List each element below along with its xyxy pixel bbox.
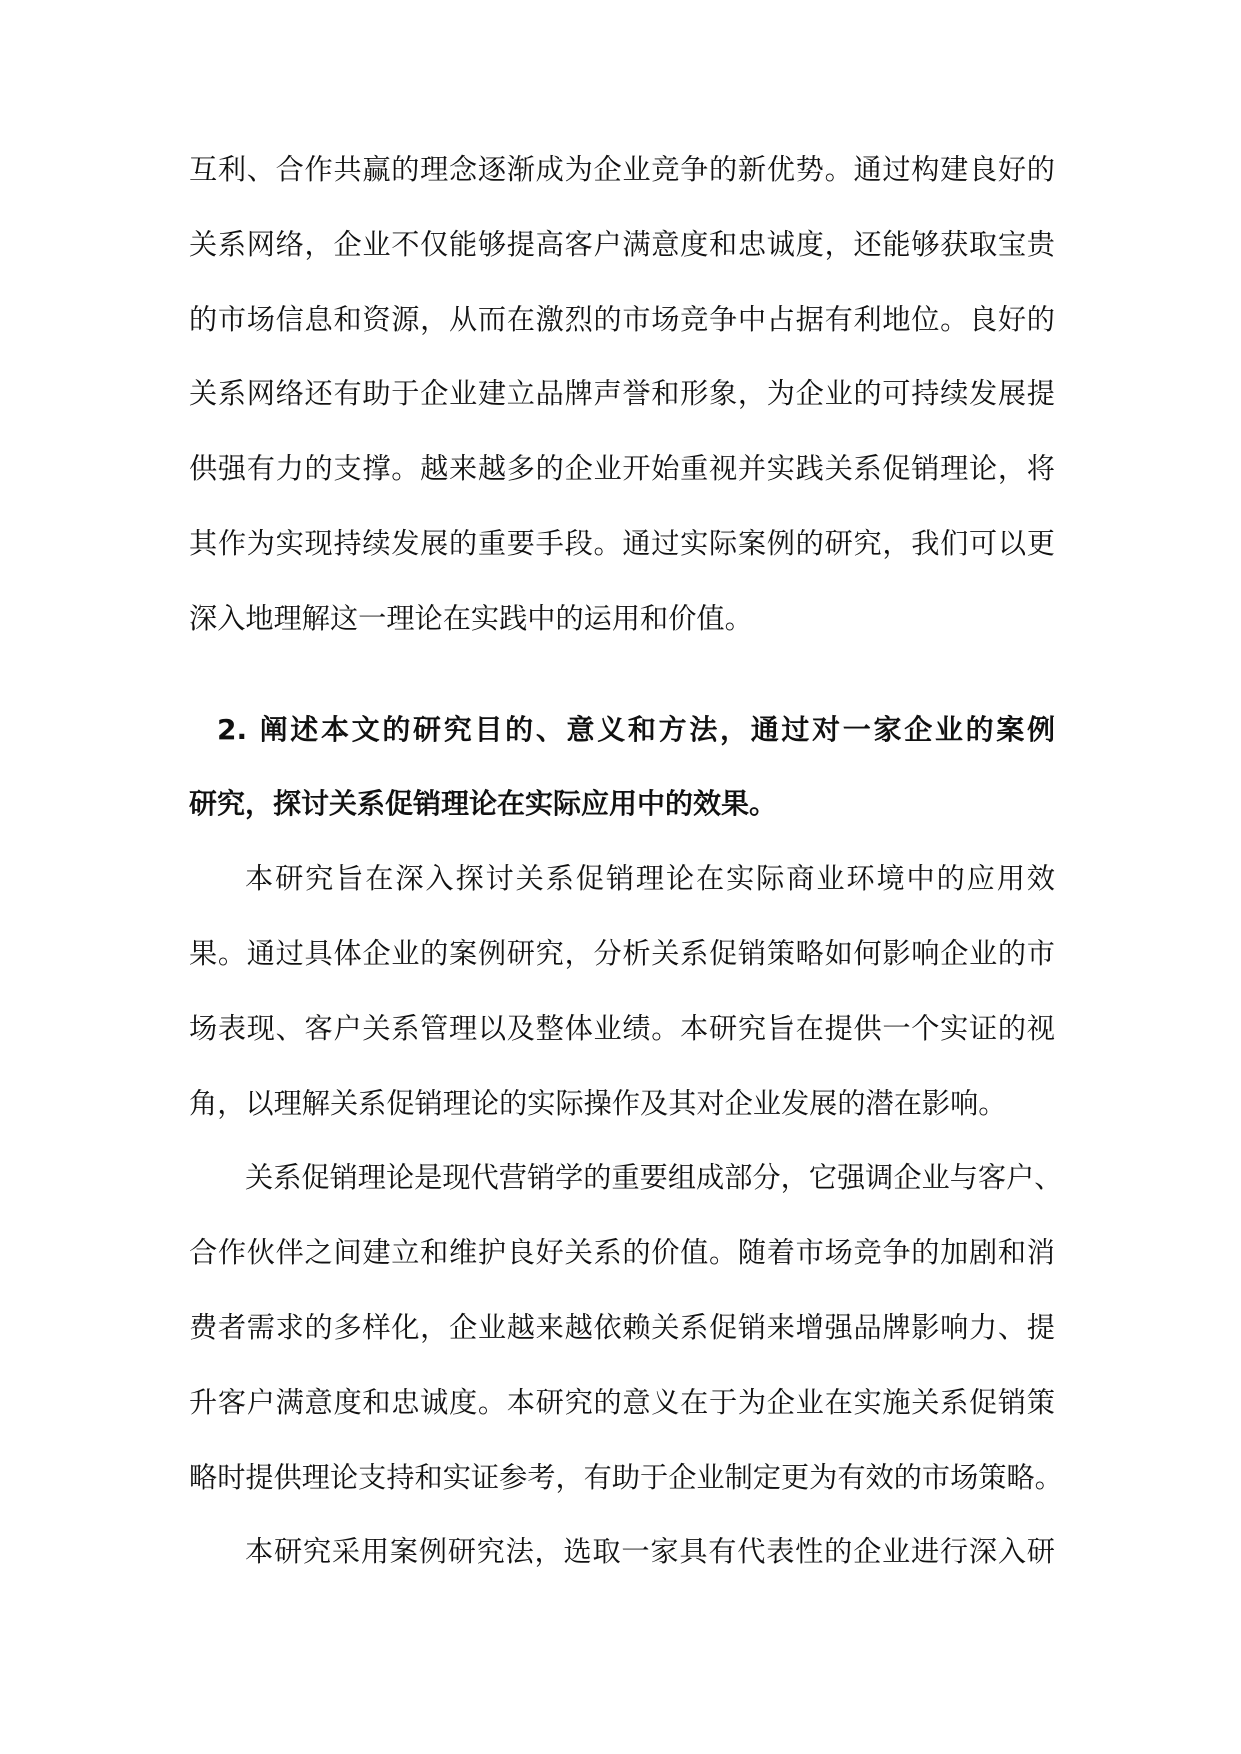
text-line: 供强有力的支撑。越来越多的企业开始重视并实践关系促销理论，将 (189, 452, 1055, 486)
section-heading (189, 693, 1055, 843)
text-line: 角，以理解关系促销理论的实际操作及其对企业发展的潜在影响。 (189, 1086, 1007, 1120)
text-line: 场表现、客户关系管理以及整体业绩。本研究旨在提供一个实证的视 (189, 1011, 1055, 1045)
body-paragraph-method (189, 1515, 1055, 1590)
heading-line: 2. 阐述本文的研究目的、意义和方法，通过对一家企业的案例 (217, 712, 1055, 746)
text-line: 关系网络还有助于企业建立品牌声誉和形象，为企业的可持续发展提 (189, 377, 1055, 411)
text-line: 的市场信息和资源，从而在激烈的市场竞争中占据有利地位。良好的 (189, 302, 1055, 336)
text-line: 深入地理解这一理论在实践中的运用和价值。 (189, 601, 753, 635)
text-line: 略时提供理论支持和实证参考，有助于企业制定更为有效的市场策略。 (189, 1460, 1063, 1494)
body-paragraph-purpose (189, 842, 1055, 1141)
text-line: 升客户满意度和忠诚度。本研究的意义在于为企业在实施关系促销策 (189, 1385, 1055, 1419)
text-line: 费者需求的多样化，企业越来越依赖关系促销来增强品牌影响力、提 (189, 1310, 1055, 1344)
text-line: 关系促销理论是现代营销学的重要组成部分，它强调企业与客户、 (245, 1161, 1063, 1195)
text-line: 合作伙伴之间建立和维护良好关系的价值。随着市场竞争的加剧和消 (189, 1236, 1055, 1270)
body-paragraph-continued (189, 133, 1055, 657)
body-paragraph-significance (189, 1141, 1063, 1515)
text-line: 互利、合作共赢的理念逐渐成为企业竞争的新优势。通过构建良好的 (189, 153, 1055, 186)
text-line: 关系网络，企业不仅能够提高客户满意度和忠诚度，还能够获取宝贵 (189, 227, 1055, 261)
text-line: 本研究采用案例研究法，选取一家具有代表性的企业进行深入研 (245, 1535, 1055, 1569)
text-line: 本研究旨在深入探讨关系促销理论在实际商业环境中的应用效 (245, 862, 1055, 896)
text-line: 果。通过具体企业的案例研究，分析关系促销策略如何影响企业的市 (189, 936, 1055, 970)
text-line: 其作为实现持续发展的重要手段。通过实际案例的研究，我们可以更 (189, 526, 1055, 560)
document-page (189, 133, 1063, 1590)
heading-line: 研究，探讨关系促销理论在实际应用中的效果。 (189, 787, 778, 821)
